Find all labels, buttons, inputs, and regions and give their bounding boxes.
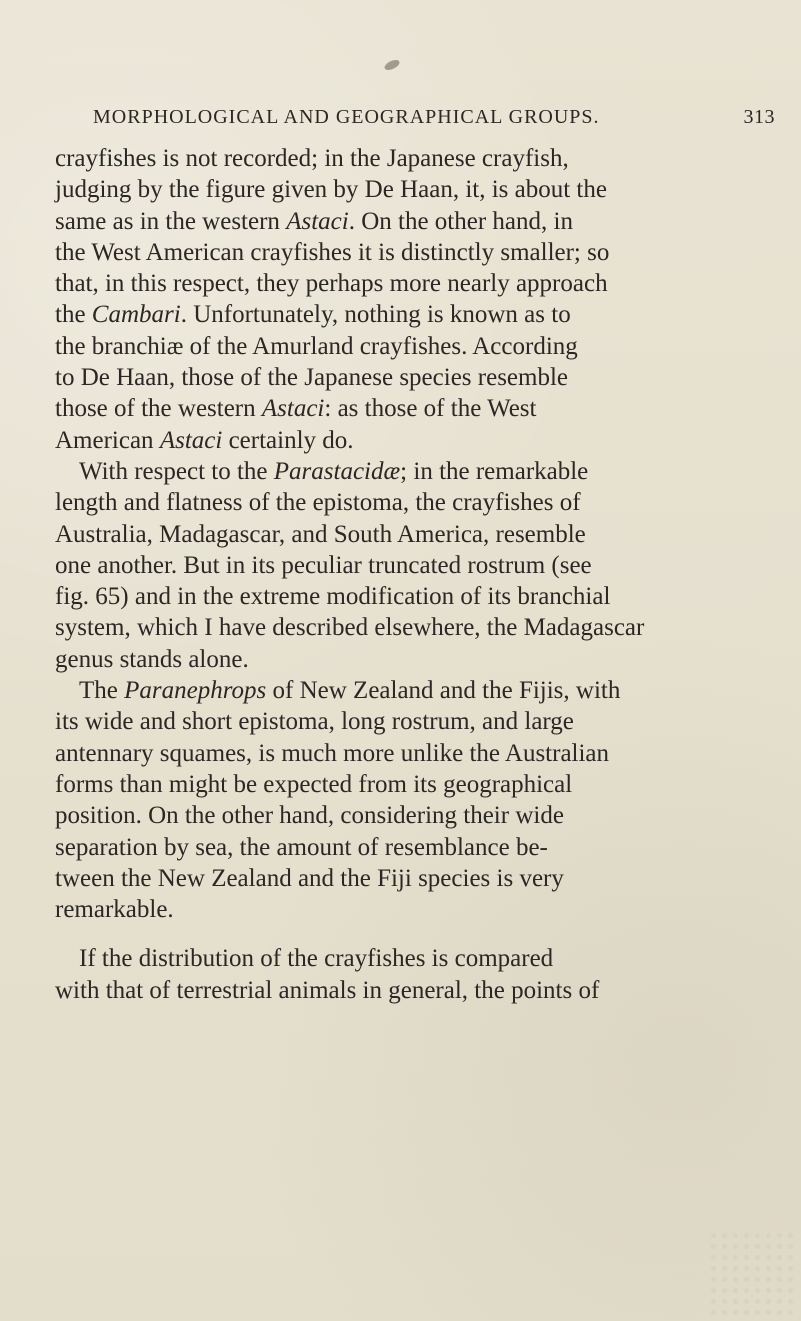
text-span: system, which I have described elsewhere, the Madagascar — [55, 614, 645, 642]
text-line — [55, 237, 755, 268]
text-span: fig. 65) and in the extreme modification of its branchial — [55, 583, 611, 611]
paragraph-2 — [55, 456, 755, 675]
text-span: same as in the western — [55, 207, 287, 235]
text-span: certainly do. — [222, 426, 354, 454]
text-span: The — [79, 677, 125, 705]
italic-text: Paranephrops — [124, 677, 267, 705]
text-line — [55, 143, 755, 174]
text-span: one another. But in its peculiar truncated rostrum (see — [55, 551, 592, 579]
paragraph-3 — [55, 675, 755, 925]
running-header — [93, 102, 775, 132]
text-line — [55, 174, 755, 205]
text-span: those of the western — [55, 395, 262, 423]
italic-text: Astaci — [286, 207, 349, 235]
paper-speckle — [708, 1230, 793, 1315]
text-line — [55, 581, 755, 612]
text-line — [55, 206, 755, 237]
italic-text: Parastacidæ — [273, 457, 401, 485]
text-line — [55, 943, 755, 974]
header-title: MORPHOLOGICAL AND GEOGRAPHICAL GROUPS. — [93, 105, 600, 128]
text-line — [55, 706, 755, 737]
text-span: crayfishes is not recorded; in the Japanese crayfish, — [55, 145, 569, 172]
text-line — [55, 800, 755, 831]
text-line — [55, 393, 755, 424]
text-span: separation by sea, the amount of resemblance be- — [55, 833, 548, 861]
text-line — [55, 975, 755, 1006]
text-line — [55, 863, 755, 894]
text-span: antennary squames, is much more unlike the Australian — [55, 739, 610, 767]
text-span: . On the other hand, in — [348, 207, 573, 235]
text-line — [55, 268, 755, 299]
text-line — [55, 362, 755, 393]
text-span: that, in this respect, they perhaps more nearly approach — [55, 270, 608, 298]
text-line — [55, 425, 755, 456]
text-span: If the distribution of the crayfishes is compared — [79, 945, 554, 973]
italic-text: Astaci — [261, 395, 325, 423]
text-span: of New Zealand and the Fijis, with — [266, 677, 621, 705]
text-line — [55, 738, 755, 769]
text-span: the — [55, 301, 92, 329]
body-text — [55, 143, 755, 1006]
text-line — [55, 456, 755, 487]
text-span: American — [55, 426, 160, 454]
italic-text: Cambari — [91, 301, 181, 329]
text-line — [55, 894, 755, 925]
paragraph-gap — [55, 925, 755, 943]
text-span: the West American crayfishes it is distinctly smaller; so — [55, 238, 610, 266]
paragraph-4 — [55, 943, 755, 1006]
text-span: tween the New Zealand and the Fiji species is very — [55, 864, 564, 892]
italic-text: Astaci — [159, 426, 223, 454]
text-span: judging by the figure given by De Haan, it, is about the — [55, 176, 607, 204]
text-line — [55, 644, 755, 675]
paragraph-1 — [55, 143, 755, 456]
text-line — [55, 550, 755, 581]
text-line — [55, 769, 755, 800]
text-span: to De Haan, those of the Japanese species resemble — [55, 364, 569, 392]
text-span: position. On the other hand, considering their wide — [55, 802, 564, 830]
text-line — [55, 331, 755, 362]
text-span: : as those of the West — [324, 395, 537, 423]
text-span: ; in the remarkable — [400, 457, 589, 485]
text-span: Australia, Madagascar, and South America, resemble — [55, 520, 586, 548]
text-line — [55, 612, 755, 643]
text-span: with that of terrestrial animals in general, the points of — [55, 976, 600, 1004]
text-span: remarkable. — [55, 896, 174, 924]
text-line — [55, 519, 755, 550]
text-span: . Unfortunately, nothing is known as to — [180, 301, 571, 329]
page-number: 313 — [743, 105, 775, 128]
text-span: its wide and short epistoma, long rostrum, and large — [55, 708, 574, 736]
text-line — [55, 299, 755, 330]
text-span: length and flatness of the epistoma, the crayfishes of — [55, 489, 581, 517]
ink-blot — [383, 58, 401, 72]
text-span: With respect to the — [79, 457, 274, 485]
text-line — [55, 487, 755, 518]
text-line — [55, 832, 755, 863]
text-root — [55, 143, 755, 1006]
text-span: genus stands alone. — [55, 645, 249, 673]
text-span: the branchiæ of the Amurland crayfishes. According — [55, 332, 578, 360]
text-line — [55, 675, 755, 706]
text-span: forms than might be expected from its geographical — [55, 770, 573, 798]
